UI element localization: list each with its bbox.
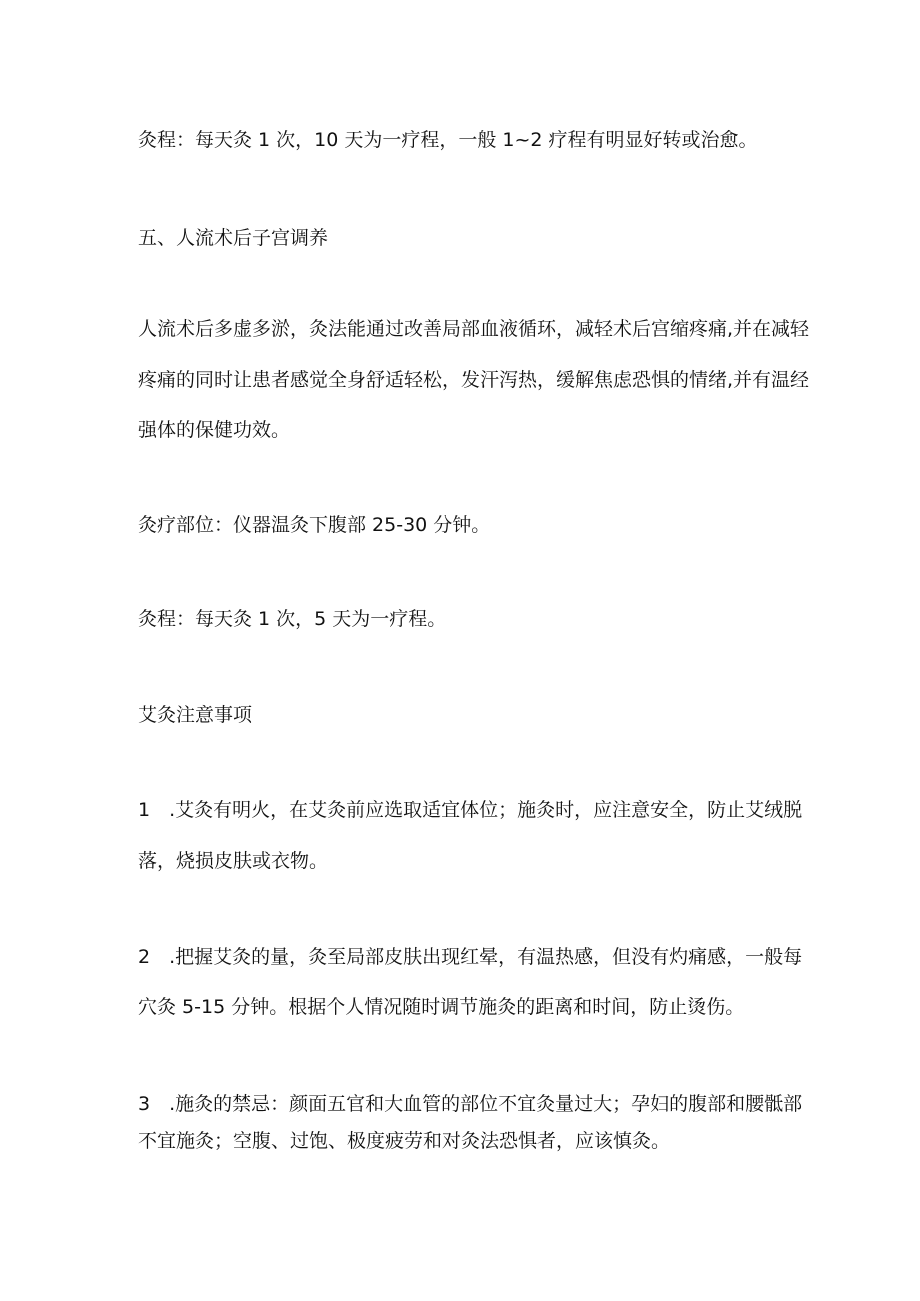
note-3-line-2: 不宜施灸；空腹、过饱、极度疲劳和对灸法恐惧者，应该慎灸。 <box>138 1130 671 1152</box>
section-5-heading: 五、人流术后子宫调养 <box>138 227 329 249</box>
note-1-line-1: 1 .艾灸有明火，在艾灸前应选取适宜体位；施灸时，应注意安全，防止艾绒脱 <box>138 799 803 821</box>
note-2-line-1: 2 .把握艾灸的量，灸至局部皮肤出现红晕，有温热感，但没有灼痛感，一般每 <box>138 946 803 968</box>
section-5-body-line-2: 疼痛的同时让患者感觉全身舒适轻松，发汗泻热，缓解焦虑恐惧的情绪,并有温经 <box>138 369 810 391</box>
course-2-line: 灸程：每天灸 1 次，5 天为一疗程。 <box>138 608 447 630</box>
section-5-body-line-1: 人流术后多虚多淤，灸法能通过改善局部血液循环，减轻术后宫缩疼痛,并在减轻 <box>138 318 810 340</box>
section-5-body-line-3: 强体的保健功效。 <box>138 419 291 441</box>
note-1-line-2: 落，烧损皮肤或衣物。 <box>138 850 329 872</box>
section-5-site-line: 灸疗部位：仪器温灸下腹部 25-30 分钟。 <box>138 514 491 536</box>
course-1-line-1: 灸程：每天灸 1 次，10 天为一疗程，一般 1~2 疗程有明显好转或治愈。 <box>138 129 758 151</box>
note-3-line-1: 3 .施灸的禁忌：颜面五官和大血管的部位不宜灸量过大；孕妇的腹部和腰骶部 <box>138 1093 803 1115</box>
note-2-line-2: 穴灸 5-15 分钟。根据个人情况随时调节施灸的距离和时间，防止烫伤。 <box>138 996 745 1018</box>
notes-heading: 艾灸注意事项 <box>138 704 253 726</box>
